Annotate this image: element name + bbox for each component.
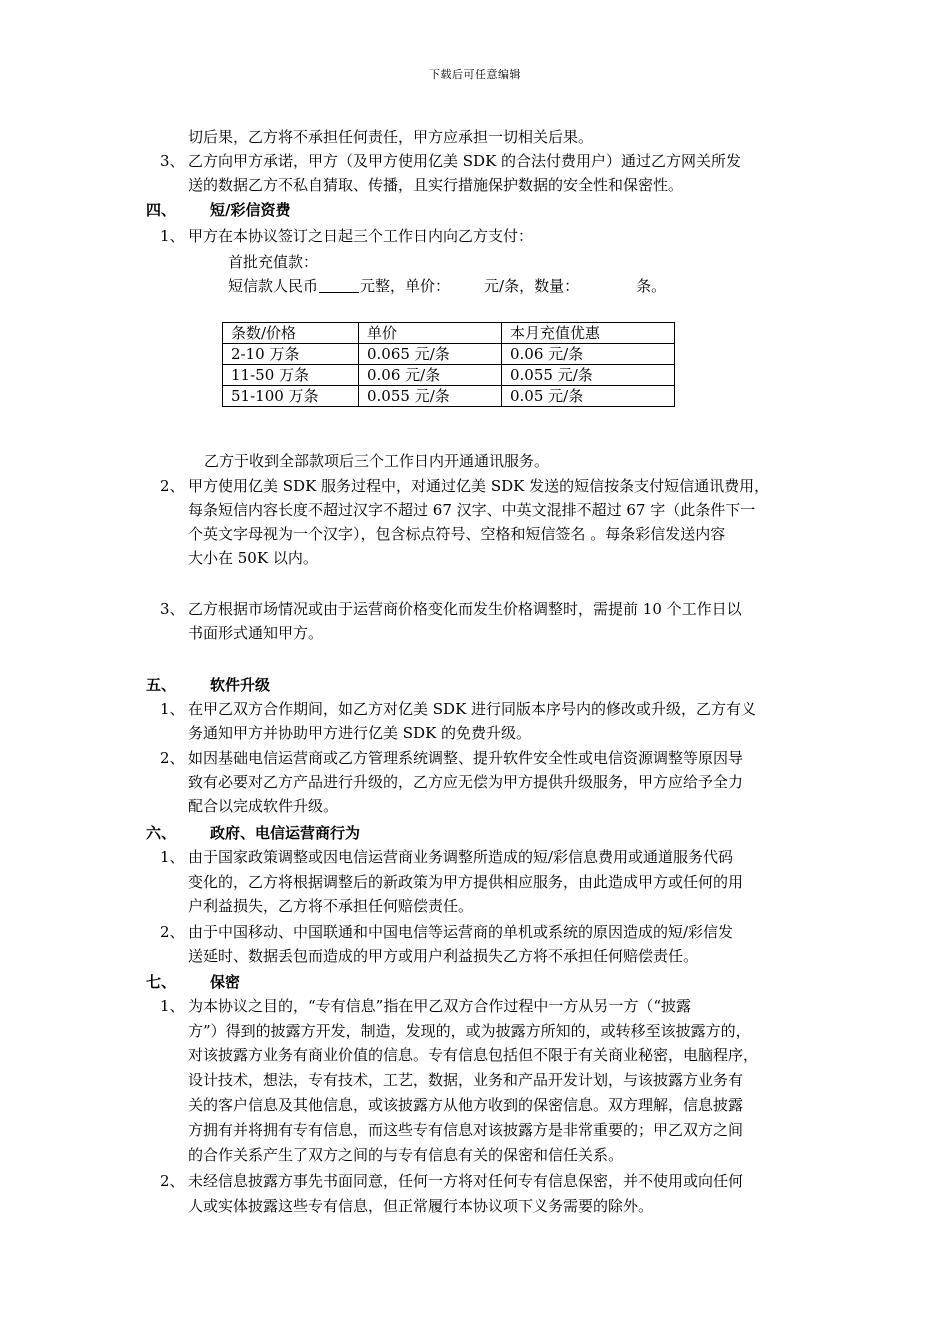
section-title: 政府、电信运营商行为 xyxy=(210,824,361,842)
section-heading-7 xyxy=(146,970,546,994)
paragraph-line: 设计技术，想法，专有技术，工艺，数据，业务和产品开发计划，与该披露方业务有 xyxy=(188,1071,744,1089)
paragraph-line: 户利益损失，乙方将不承担任何赔偿责任。 xyxy=(188,897,474,915)
paragraph-line: 由于中国移动、中国联通和中国电信等运营商的单机或系统的原因造成的短/彩信发 xyxy=(188,923,734,941)
page-header: 下载后可任意编辑 xyxy=(429,68,521,81)
paragraph-line: 送延时、数据丢包而造成的甲方或用户利益损失乙方将不承担任何赔偿责任。 xyxy=(188,947,699,965)
item-number: 1、 xyxy=(160,848,185,866)
section-number: 四、 xyxy=(146,201,177,219)
table-row xyxy=(223,344,675,365)
paragraph-line: 的合作关系产生了双方之间的与专有信息有关的保密和信任关系。 xyxy=(188,1146,624,1164)
item-number: 2、 xyxy=(160,749,185,767)
paragraph-line: 大小在 50K 以内。 xyxy=(188,549,318,567)
paragraph-line: 乙方向甲方承诺，甲方（及甲方使用亿美 SDK 的合法付费用户）通过乙方网关所发 xyxy=(188,152,742,170)
paragraph-line: 切后果，乙方将不承担任何责任，甲方应承担一切相关后果。 xyxy=(188,128,594,146)
paragraph-line: 送的数据乙方不私自猜取、传播，且实行措施保护数据的安全性和保密性。 xyxy=(188,176,684,194)
payment-prefix: 短信款人民币 xyxy=(228,277,319,295)
item-number: 1、 xyxy=(160,227,185,245)
section-heading-5 xyxy=(146,673,546,697)
table-cell: 0.05 元/条 xyxy=(502,386,675,407)
paragraph-line: 对该披露方业务有商业价值的信息。专有信息包括但不限于有关商业秘密，电脑程序， xyxy=(188,1046,759,1064)
payment-mid: 元整，单价： xyxy=(360,277,451,295)
item-number: 3、 xyxy=(160,600,185,618)
table-header-row xyxy=(223,323,675,344)
item-number: 3、 xyxy=(160,152,185,170)
table-header-cell: 本月充值优惠 xyxy=(502,323,675,344)
table-cell: 51-100 万条 xyxy=(223,386,359,407)
table-cell: 0.055 元/条 xyxy=(502,365,675,386)
amount-blank xyxy=(319,277,359,293)
paragraph-line: 关的客户信息及其他信息，或该披露方从他方收到的保密信息。双方理解，信息披露 xyxy=(188,1096,744,1114)
paragraph-line: 个英文字母视为一个汉字），包含标点符号、空格和短信签名 。每条彩信发送内容 xyxy=(188,525,726,543)
count-suffix: 条。 xyxy=(636,277,667,295)
table-cell: 0.055 元/条 xyxy=(359,386,502,407)
table-cell: 2-10 万条 xyxy=(223,344,359,365)
paragraph-line: 乙方根据市场情况或由于运营商价格变化而发生价格调整时，需提前 10 个工作日以 xyxy=(188,600,742,618)
table-header-cell: 单价 xyxy=(359,323,502,344)
paragraph-line: 由于国家政策调整或因电信运营商业务调整所造成的短/彩信息费用或通道服务代码 xyxy=(188,848,734,866)
paragraph-line: 在甲乙双方合作期间，如乙方对亿美 SDK 进行同版本序号内的修改或升级，乙方有义 xyxy=(188,700,757,718)
paragraph-line: 致有必要对乙方产品进行升级的，乙方应无偿为甲方提供升级服务，甲方应给予全力 xyxy=(188,773,744,791)
table-cell: 11-50 万条 xyxy=(223,365,359,386)
paragraph-line: 方”）得到的披露方开发，制造，发现的，或为披露方所知的，或转移至该披露方的， xyxy=(188,1022,751,1040)
section-title: 短/彩信资费 xyxy=(210,201,291,219)
section-title: 软件升级 xyxy=(210,676,271,694)
paragraph-line: 乙方于收到全部款项后三个工作日内开通通讯服务。 xyxy=(204,452,550,470)
item-number: 2、 xyxy=(160,923,185,941)
section-number: 七、 xyxy=(146,973,177,991)
paragraph-line: 如因基础电信运营商或乙方管理系统调整、提升软件安全性或电信资源调整等原因导 xyxy=(188,749,744,767)
section-title: 保密 xyxy=(210,973,241,991)
item-number: 2、 xyxy=(160,1172,185,1190)
table-cell: 0.06 元/条 xyxy=(502,344,675,365)
table-row xyxy=(223,365,675,386)
paragraph-line: 变化的，乙方将根据调整后的新政策为甲方提供相应服务，由此造成甲方或任何的用 xyxy=(188,873,744,891)
section-number: 六、 xyxy=(146,824,177,842)
paragraph-line: 人或实体披露这些专有信息，但正常履行本协议项下义务需要的除外。 xyxy=(188,1197,654,1215)
paragraph-line: 配合以完成软件升级。 xyxy=(188,797,339,815)
paragraph-line: 方拥有并将拥有专有信息，而这些专有信息对该披露方是非常重要的；甲乙双方之间 xyxy=(188,1121,744,1139)
payment-line xyxy=(228,274,666,298)
section-number: 五、 xyxy=(146,676,177,694)
paragraph-line: 为本协议之目的，“专有信息”指在甲乙双方合作过程中一方从另一方（“披露 xyxy=(188,997,692,1015)
paragraph-line: 务通知甲方并协助甲方进行亿美 SDK 的免费升级。 xyxy=(188,724,532,742)
paragraph-line: 每条短信内容长度不超过汉字不超过 67 汉字、中英文混排不超过 67 字（此条件下一 xyxy=(188,501,756,519)
paragraph-line: 未经信息披露方事先书面同意，任何一方将对任何专有信息保密，并不使用或向任何 xyxy=(188,1172,744,1190)
table-cell: 0.065 元/条 xyxy=(359,344,502,365)
price-table xyxy=(222,322,675,407)
table-cell: 0.06 元/条 xyxy=(359,365,502,386)
table-row xyxy=(223,386,675,407)
paragraph-line: 书面形式通知甲方。 xyxy=(188,624,324,642)
item-number: 1、 xyxy=(160,997,185,1015)
paragraph-line: 甲方在本协议签订之日起三个工作日内向乙方支付： xyxy=(188,227,534,245)
section-heading-4 xyxy=(146,198,546,222)
first-payment-label: 首批充值款： xyxy=(228,253,319,271)
item-number: 1、 xyxy=(160,700,185,718)
table-header-cell: 条数/价格 xyxy=(223,323,359,344)
item-number: 2、 xyxy=(160,477,185,495)
unit-label: 元/条，数量： xyxy=(484,277,580,295)
section-heading-6 xyxy=(146,821,546,845)
paragraph-line: 甲方使用亿美 SDK 服务过程中，对通过亿美 SDK 发送的短信按条支付短信通讯费用， xyxy=(188,477,770,495)
